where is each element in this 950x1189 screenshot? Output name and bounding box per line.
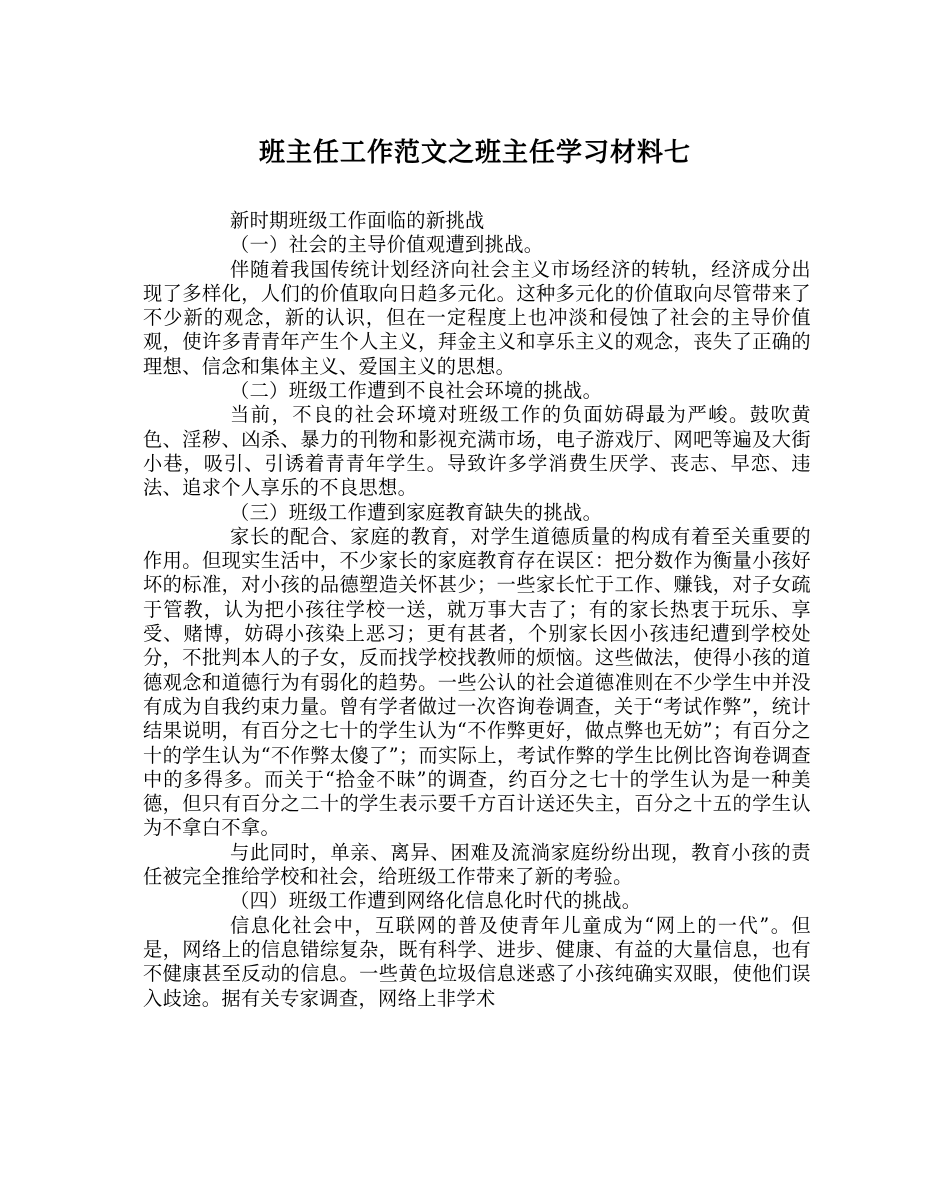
paragraph-5: 信息化社会中，互联网的普及使青年儿童成为“网上的一代”。但是，网络上的信息错综复杂，既有科学、进步、健康、有益的大量信息，也有不健康甚至反动的信息。一些黄色垃圾信息迷惑了小孩纯确实双眼，使他们误入歧途。据有关专家调查，网络上非学术 [143, 913, 811, 1010]
subsection-heading-4: （四）班级工作遭到网络化信息化时代的挑战。 [230, 889, 642, 913]
subsection-heading-1: （一）社会的主导价值观遭到挑战。 [230, 233, 544, 257]
section-heading: 新时期班级工作面临的新挑战 [230, 209, 485, 232]
paragraph-1: 伴随着我国传统计划经济向社会主义市场经济的转轨，经济成分出现了多样化，人们的价值取向日趋多元化。这种多元化的价值取向尽管带来了不少新的观念，新的认识，但在一定程度上也冲淡和侵蚀了社会的主导价值观，使许多青青年产生个人主义，拜金主义和享乐主义的观念，丧失了正确的理想、信念和集体主义、爱国主义的思想。 [143, 257, 811, 378]
paragraph-4: 与此同时，单亲、离异、困难及流淌家庭纷纷出现，教育小孩的责任被完全推给学校和社会，给班级工作带来了新的考验。 [143, 840, 811, 889]
subsection-heading-2: （二）班级工作遭到不良社会环境的挑战。 [230, 379, 603, 403]
paragraph-3: 家长的配合、家庭的教育，对学生道德质量的构成有着至关重要的作用。但现实生活中，不少家长的家庭教育存在误区：把分数作为衡量小孩好坏的标准，对小孩的品德塑造关怀甚少；一些家长忙于工作、赚钱，对子女疏于管教，认为把小孩往学校一送，就万事大吉了；有的家长热衷于玩乐、享受、赌博，妨碍小孩染上恶习；更有甚者，个别家长因小孩违纪遭到学校处分，不批判本人的子女，反而找学校找教师的烦恼。这些做法，使得小孩的道德观念和道德行为有弱化的趋势。一些公认的社会道德准则在不少学生中并没有成为自我约束力量。曾有学者做过一次咨询卷调查，关于“考试作弊”，统计结果说明，有百分之七十的学生认为“不作弊更好，做点弊也无妨”；有百分之十的学生认为“不作弊太傻了”；而实际上，考试作弊的学生比例比咨询卷调查中的多得多。而关于“拾金不昧”的调查，约百分之七十的学生认为是一种美德，但只有百分之二十的学生表示要千方百计送还失主，百分之十五的学生认为不拿白不拿。 [143, 524, 811, 840]
document-title: 班主任工作范文之班主任学习材料七 [258, 138, 691, 168]
subsection-heading-3: （三）班级工作遭到家庭教育缺失的挑战。 [230, 500, 603, 524]
paragraph-2: 当前，不良的社会环境对班级工作的负面妨碍最为严峻。鼓吹黄色、淫秽、凶杀、暴力的刊物和影视充满市场，电子游戏厅、网吧等遍及大街小巷，吸引、引诱着青青年学生。导致许多学消费生厌学、丧志、早恋、违法、追求个人享乐的不良思想。 [143, 403, 811, 500]
document-body [143, 209, 811, 1011]
